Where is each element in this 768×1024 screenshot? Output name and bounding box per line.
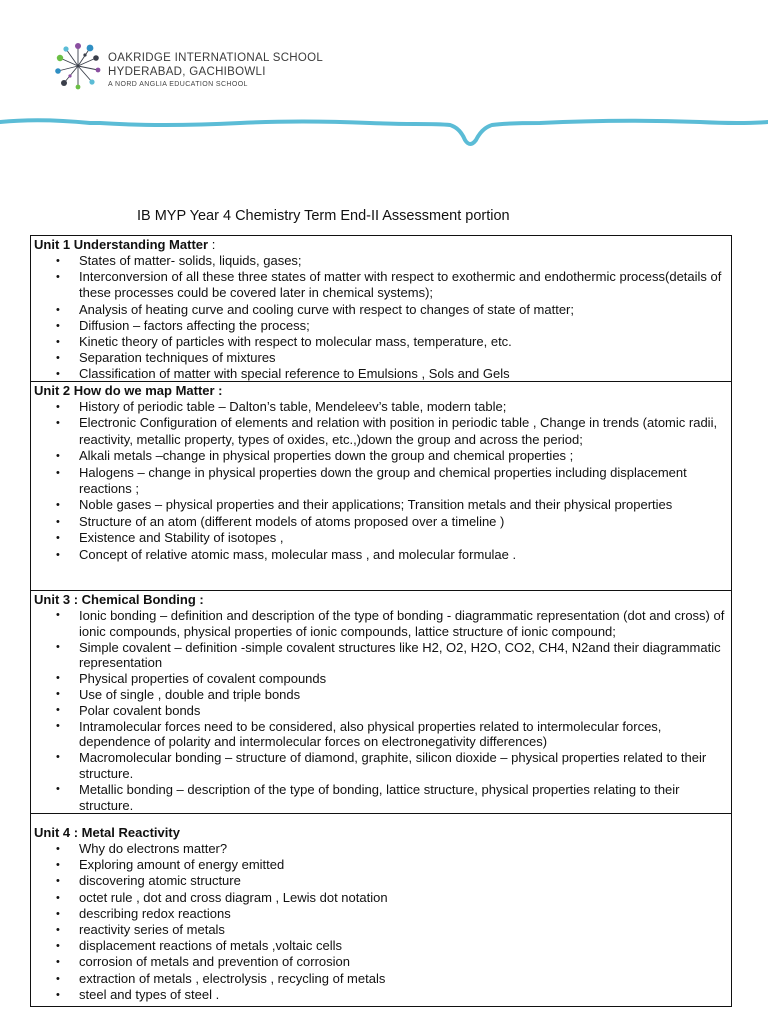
bullet-icon: •	[56, 401, 60, 413]
bullet-icon: •	[56, 875, 60, 888]
topic-text: Ionic bonding – definition and description of the type of bonding - diagrammatic representation (dot and cross) of ionic compounds, physical properties of ionic compounds, lattice structure of ionic compound;	[79, 608, 725, 639]
unit-3-heading: Unit 3 : Chemical Bonding :	[34, 592, 204, 607]
topic-item	[34, 415, 731, 448]
topic-item	[34, 906, 731, 922]
topic-item	[34, 465, 731, 498]
topic-text: Halogens – change in physical properties down the group and chemical properties including displacement reactions ;	[79, 464, 687, 497]
unit-1-section	[31, 236, 731, 382]
unit-4-heading: Unit 4 : Metal Reactivity	[34, 825, 180, 840]
topic-text: Intramolecular forces need to be considered, also physical properties related to intermolecular forces, dependence of polarity and intermolecular forces on electronegativity differences)	[79, 718, 662, 750]
topic-text: corrosion of metals and prevention of corrosion	[79, 954, 350, 970]
topic-text: Diffusion – factors affecting the process;	[79, 317, 310, 333]
topic-item	[34, 703, 731, 719]
topic-text: States of matter- solids, liquids, gases;	[79, 253, 302, 268]
topic-text: Physical properties of covalent compounds	[79, 671, 327, 687]
topic-item	[34, 350, 731, 366]
topic-item	[34, 954, 731, 970]
bullet-icon: •	[56, 782, 60, 795]
topic-item	[34, 253, 731, 269]
bullet-icon: •	[56, 271, 60, 284]
bullet-icon: •	[56, 548, 60, 561]
topic-text: Structure of an atom (different models of atoms proposed over a timeline )	[79, 513, 505, 529]
unit-4-section	[31, 814, 731, 1006]
topic-item	[34, 318, 731, 334]
topic-text: Analysis of heating curve and cooling curve with respect to changes of state of matter;	[79, 301, 574, 317]
school-name-line1: OAKRIDGE INTERNATIONAL SCHOOL	[108, 52, 324, 64]
topic-text: History of periodic table – Dalton’s table, Mendeleev’s table, modern table;	[79, 399, 507, 414]
topic-text: Polar covalent bonds	[79, 702, 201, 718]
bullet-icon: •	[56, 368, 60, 381]
bullet-icon: •	[56, 450, 60, 463]
bullet-icon: •	[56, 499, 60, 512]
unit-2-topic-list	[34, 399, 731, 563]
header-divider-wave	[0, 108, 768, 150]
bullet-icon: •	[56, 719, 60, 732]
topic-text: Electronic Configuration of elements and relation with position in periodic table , Change in trends (atomic radii, reactivity, metallic property, types of oxides, etc.,)down the group and across the period;	[79, 415, 718, 447]
topic-item	[34, 302, 731, 318]
topic-text: Why do electrons matter?	[79, 841, 228, 856]
topic-item	[34, 750, 731, 782]
bullet-icon: •	[56, 255, 60, 267]
bullet-icon: •	[56, 352, 60, 365]
bullet-icon: •	[56, 532, 60, 545]
topic-item	[34, 890, 731, 906]
topic-text: describing redox reactions	[79, 905, 231, 921]
topic-item	[34, 497, 731, 513]
topic-item	[34, 608, 731, 640]
topic-item	[34, 448, 731, 464]
bullet-icon: •	[56, 466, 60, 479]
topic-text: discovering atomic structure	[79, 873, 241, 889]
bullet-icon: •	[56, 417, 60, 430]
bullet-icon: •	[56, 924, 60, 937]
topic-text: Exploring amount of energy emitted	[79, 857, 285, 873]
topic-text: Concept of relative atomic mass, molecular mass , and molecular formulae .	[79, 546, 517, 562]
topic-text: Metallic bonding – description of the type of bonding, lattice structure, physical properties relating to their structure.	[79, 781, 680, 813]
topic-item	[34, 782, 731, 814]
bullet-icon: •	[56, 672, 60, 685]
unit-1-heading: Unit 1 Understanding Matter :	[34, 237, 216, 252]
bullet-icon: •	[56, 609, 60, 621]
unit-2-section	[31, 382, 731, 591]
topic-item	[34, 719, 731, 751]
bullet-icon: •	[56, 940, 60, 953]
topic-item	[34, 922, 731, 938]
bullet-icon: •	[56, 751, 60, 764]
topic-item	[34, 547, 731, 563]
topic-item	[34, 938, 731, 954]
bullet-icon: •	[56, 303, 60, 316]
unit-3-section	[31, 591, 731, 814]
topic-item	[34, 640, 731, 672]
bullet-icon: •	[56, 891, 60, 904]
topic-text: extraction of metals , electrolysis , recycling of metals	[79, 970, 386, 986]
unit-3-topic-list	[34, 608, 731, 813]
topic-text: steel and types of steel .	[79, 986, 220, 1002]
topic-text: Simple covalent – definition -simple covalent structures like H2, O2, H2O, CO2, CH4, N2and their diagrammatic representation	[79, 639, 721, 671]
topic-item	[34, 530, 731, 546]
topic-text: Alkali metals –change in physical properties down the group and chemical properties ;	[79, 448, 574, 464]
topic-text: octet rule , dot and cross diagram , Lewis dot notation	[79, 889, 388, 905]
bullet-icon: •	[56, 956, 60, 969]
unit-1-topic-list	[34, 253, 731, 383]
school-name-block	[108, 51, 323, 91]
topic-text: Macromolecular bonding – structure of diamond, graphite, silicon dioxide – physical properties related to their structure.	[79, 750, 707, 781]
topic-item	[34, 971, 731, 987]
topic-text: Separation techniques of mixtures	[79, 350, 276, 366]
topic-text: Noble gases – physical properties and their applications; Transition metals and their physical properties	[79, 497, 673, 513]
topic-text: Classification of matter with special reference to Emulsions , Sols and Gels	[79, 366, 510, 382]
topic-text: Existence and Stability of isotopes ,	[79, 530, 284, 546]
unit-4-topic-list	[34, 841, 731, 1003]
topic-item	[34, 399, 731, 415]
bullet-icon: •	[56, 907, 60, 920]
bullet-icon: •	[56, 988, 60, 1001]
bullet-icon: •	[56, 687, 60, 700]
topic-text: Use of single , double and triple bonds	[79, 686, 301, 702]
topic-text: Interconversion of all these three states of matter with respect to exothermic and endothermic process(details of these processes could be covered later in chemical systems);	[79, 269, 722, 301]
bullet-icon: •	[56, 515, 60, 528]
topic-item	[34, 687, 731, 703]
bullet-icon: •	[56, 336, 60, 349]
topic-item	[34, 987, 731, 1003]
school-name-line2: HYDERABAD, GACHIBOWLI	[108, 66, 266, 78]
topic-text: displacement reactions of metals ,voltaic cells	[79, 938, 343, 954]
syllabus-table	[30, 235, 732, 1007]
bullet-icon: •	[56, 319, 60, 332]
document-title: IB MYP Year 4 Chemistry Term End-II Assessment portion	[137, 208, 510, 224]
bullet-icon: •	[56, 859, 60, 872]
bullet-icon: •	[56, 843, 60, 855]
topic-text: reactivity series of metals	[79, 922, 225, 938]
topic-item	[34, 366, 731, 382]
bullet-icon: •	[56, 640, 60, 653]
topic-item	[34, 334, 731, 350]
bullet-icon: •	[56, 972, 60, 985]
topic-item	[34, 514, 731, 530]
bullet-icon: •	[56, 703, 60, 716]
unit-2-heading: Unit 2 How do we map Matter :	[34, 383, 223, 398]
topic-item	[34, 873, 731, 889]
topic-text: Kinetic theory of particles with respect to molecular mass, temperature, etc.	[79, 334, 512, 350]
topic-item	[34, 841, 731, 857]
school-logo-icon	[52, 40, 104, 92]
topic-item	[34, 269, 731, 301]
topic-item	[34, 671, 731, 687]
school-tagline: A NORD ANGLIA EDUCATION SCHOOL	[108, 81, 248, 88]
topic-item	[34, 857, 731, 873]
